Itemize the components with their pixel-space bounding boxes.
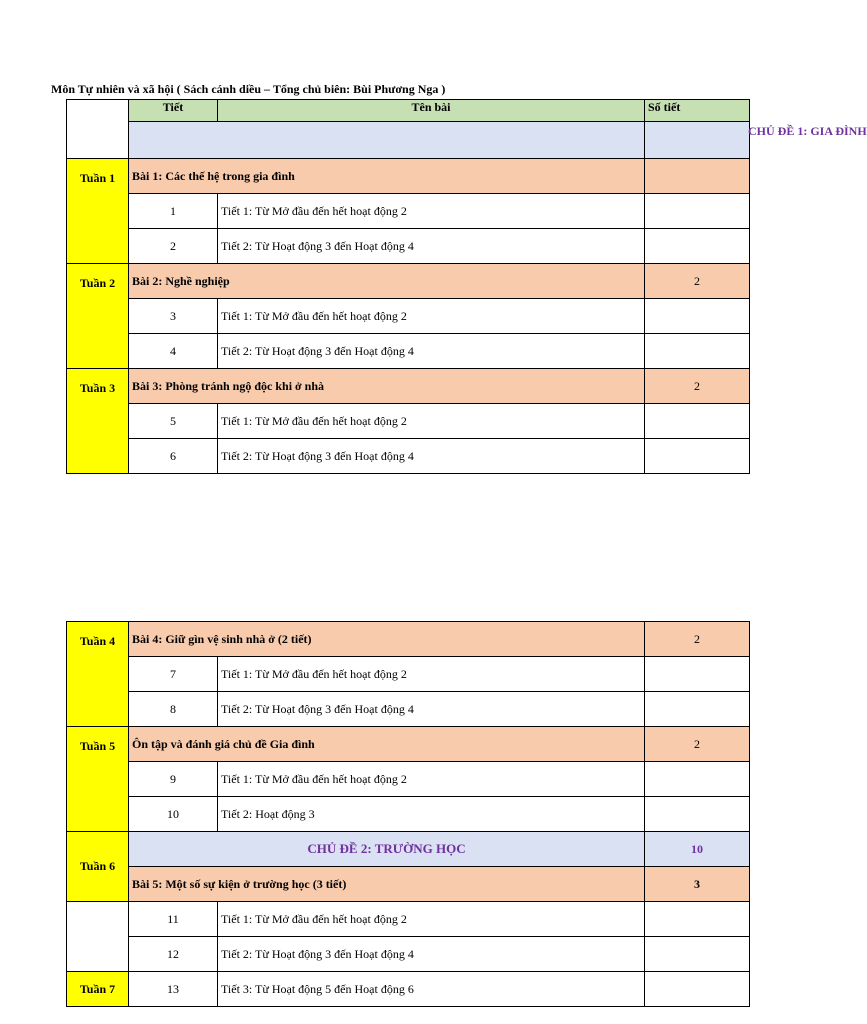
period-name: Tiết 1: Từ Mở đầu đến hết hoạt động 2 <box>218 194 645 229</box>
period-number: 7 <box>129 657 218 692</box>
header-count: Số tiết <box>645 100 750 122</box>
week-label: Tuần 5 <box>67 727 129 832</box>
period-count <box>645 404 750 439</box>
period-count <box>645 334 750 369</box>
period-count <box>645 657 750 692</box>
period-name: Tiết 2: Từ Hoạt động 3 đến Hoạt động 4 <box>218 439 645 474</box>
lesson-title: Ôn tập và đánh giá chủ đề Gia đình <box>129 727 645 762</box>
empty-week-cell <box>67 902 129 972</box>
period-number: 4 <box>129 334 218 369</box>
period-count <box>645 972 750 1007</box>
period-count <box>645 439 750 474</box>
lesson-title: Bài 4: Giữ gìn vệ sinh nhà ở (2 tiết) <box>129 622 645 657</box>
lesson-count: 2 <box>645 264 750 299</box>
period-count <box>645 762 750 797</box>
period-name: Tiết 2: Từ Hoạt động 3 đến Hoạt động 4 <box>218 692 645 727</box>
period-name: Tiết 2: Từ Hoạt động 3 đến Hoạt động 4 <box>218 334 645 369</box>
lesson-count: 2 <box>645 369 750 404</box>
period-number: 8 <box>129 692 218 727</box>
period-number: 11 <box>129 902 218 937</box>
period-count <box>645 299 750 334</box>
topic-1-name: CHỦ ĐỀ 1: GIA ĐÌNH <box>645 122 750 159</box>
document-title: Môn Tự nhiên và xã hội ( Sách cánh diều – Tổng chủ biên: Bùi Phương Nga ) <box>51 82 446 96</box>
period-name: Tiết 2: Từ Hoạt động 3 đến Hoạt động 4 <box>218 937 645 972</box>
week-label: Tuần 6 <box>67 832 129 902</box>
header-lesson-name: Tên bài <box>218 100 645 122</box>
period-number: 9 <box>129 762 218 797</box>
period-name: Tiết 2: Hoạt động 3 <box>218 797 645 832</box>
period-name: Tiết 3: Từ Hoạt động 5 đến Hoạt động 6 <box>218 972 645 1007</box>
period-number: 13 <box>129 972 218 1007</box>
period-count <box>645 902 750 937</box>
period-name: Tiết 1: Từ Mở đầu đến hết hoạt động 2 <box>218 404 645 439</box>
lesson-count: 3 <box>645 867 750 902</box>
topic-1-spacer <box>129 122 645 159</box>
period-number: 6 <box>129 439 218 474</box>
period-number: 2 <box>129 229 218 264</box>
topic-2-count: 10 <box>645 832 750 867</box>
corner-cell <box>67 100 129 159</box>
week-label: Tuần 3 <box>67 369 129 474</box>
lesson-count <box>645 159 750 194</box>
period-number: 5 <box>129 404 218 439</box>
period-name: Tiết 2: Từ Hoạt động 3 đến Hoạt động 4 <box>218 229 645 264</box>
period-count <box>645 229 750 264</box>
lesson-title: Bài 2: Nghề nghiệp <box>129 264 645 299</box>
lesson-title: Bài 1: Các thế hệ trong gia đình <box>129 159 645 194</box>
curriculum-table-page-2 <box>66 621 750 1007</box>
period-number: 10 <box>129 797 218 832</box>
curriculum-table-page-1 <box>66 99 867 474</box>
period-count <box>645 194 750 229</box>
week-label: Tuần 4 <box>67 622 129 727</box>
week-label: Tuần 1 <box>67 159 129 264</box>
week-label: Tuần 7 <box>67 972 129 1007</box>
period-count <box>645 797 750 832</box>
period-count <box>645 937 750 972</box>
topic-2-name: CHỦ ĐỀ 2: TRƯỜNG HỌC <box>129 832 645 867</box>
lesson-title: Bài 5: Một số sự kiện ở trường học (3 tiết) <box>129 867 645 902</box>
period-number: 12 <box>129 937 218 972</box>
period-number: 1 <box>129 194 218 229</box>
period-count <box>645 692 750 727</box>
period-name: Tiết 1: Từ Mở đầu đến hết hoạt động 2 <box>218 762 645 797</box>
lesson-title: Bài 3: Phòng tránh ngộ độc khi ở nhà <box>129 369 645 404</box>
period-number: 3 <box>129 299 218 334</box>
lesson-count: 2 <box>645 622 750 657</box>
header-period: Tiết <box>129 100 218 122</box>
period-name: Tiết 1: Từ Mở đầu đến hết hoạt động 2 <box>218 657 645 692</box>
week-label: Tuần 2 <box>67 264 129 369</box>
period-name: Tiết 1: Từ Mở đầu đến hết hoạt động 2 <box>218 902 645 937</box>
lesson-count: 2 <box>645 727 750 762</box>
period-name: Tiết 1: Từ Mở đầu đến hết hoạt động 2 <box>218 299 645 334</box>
